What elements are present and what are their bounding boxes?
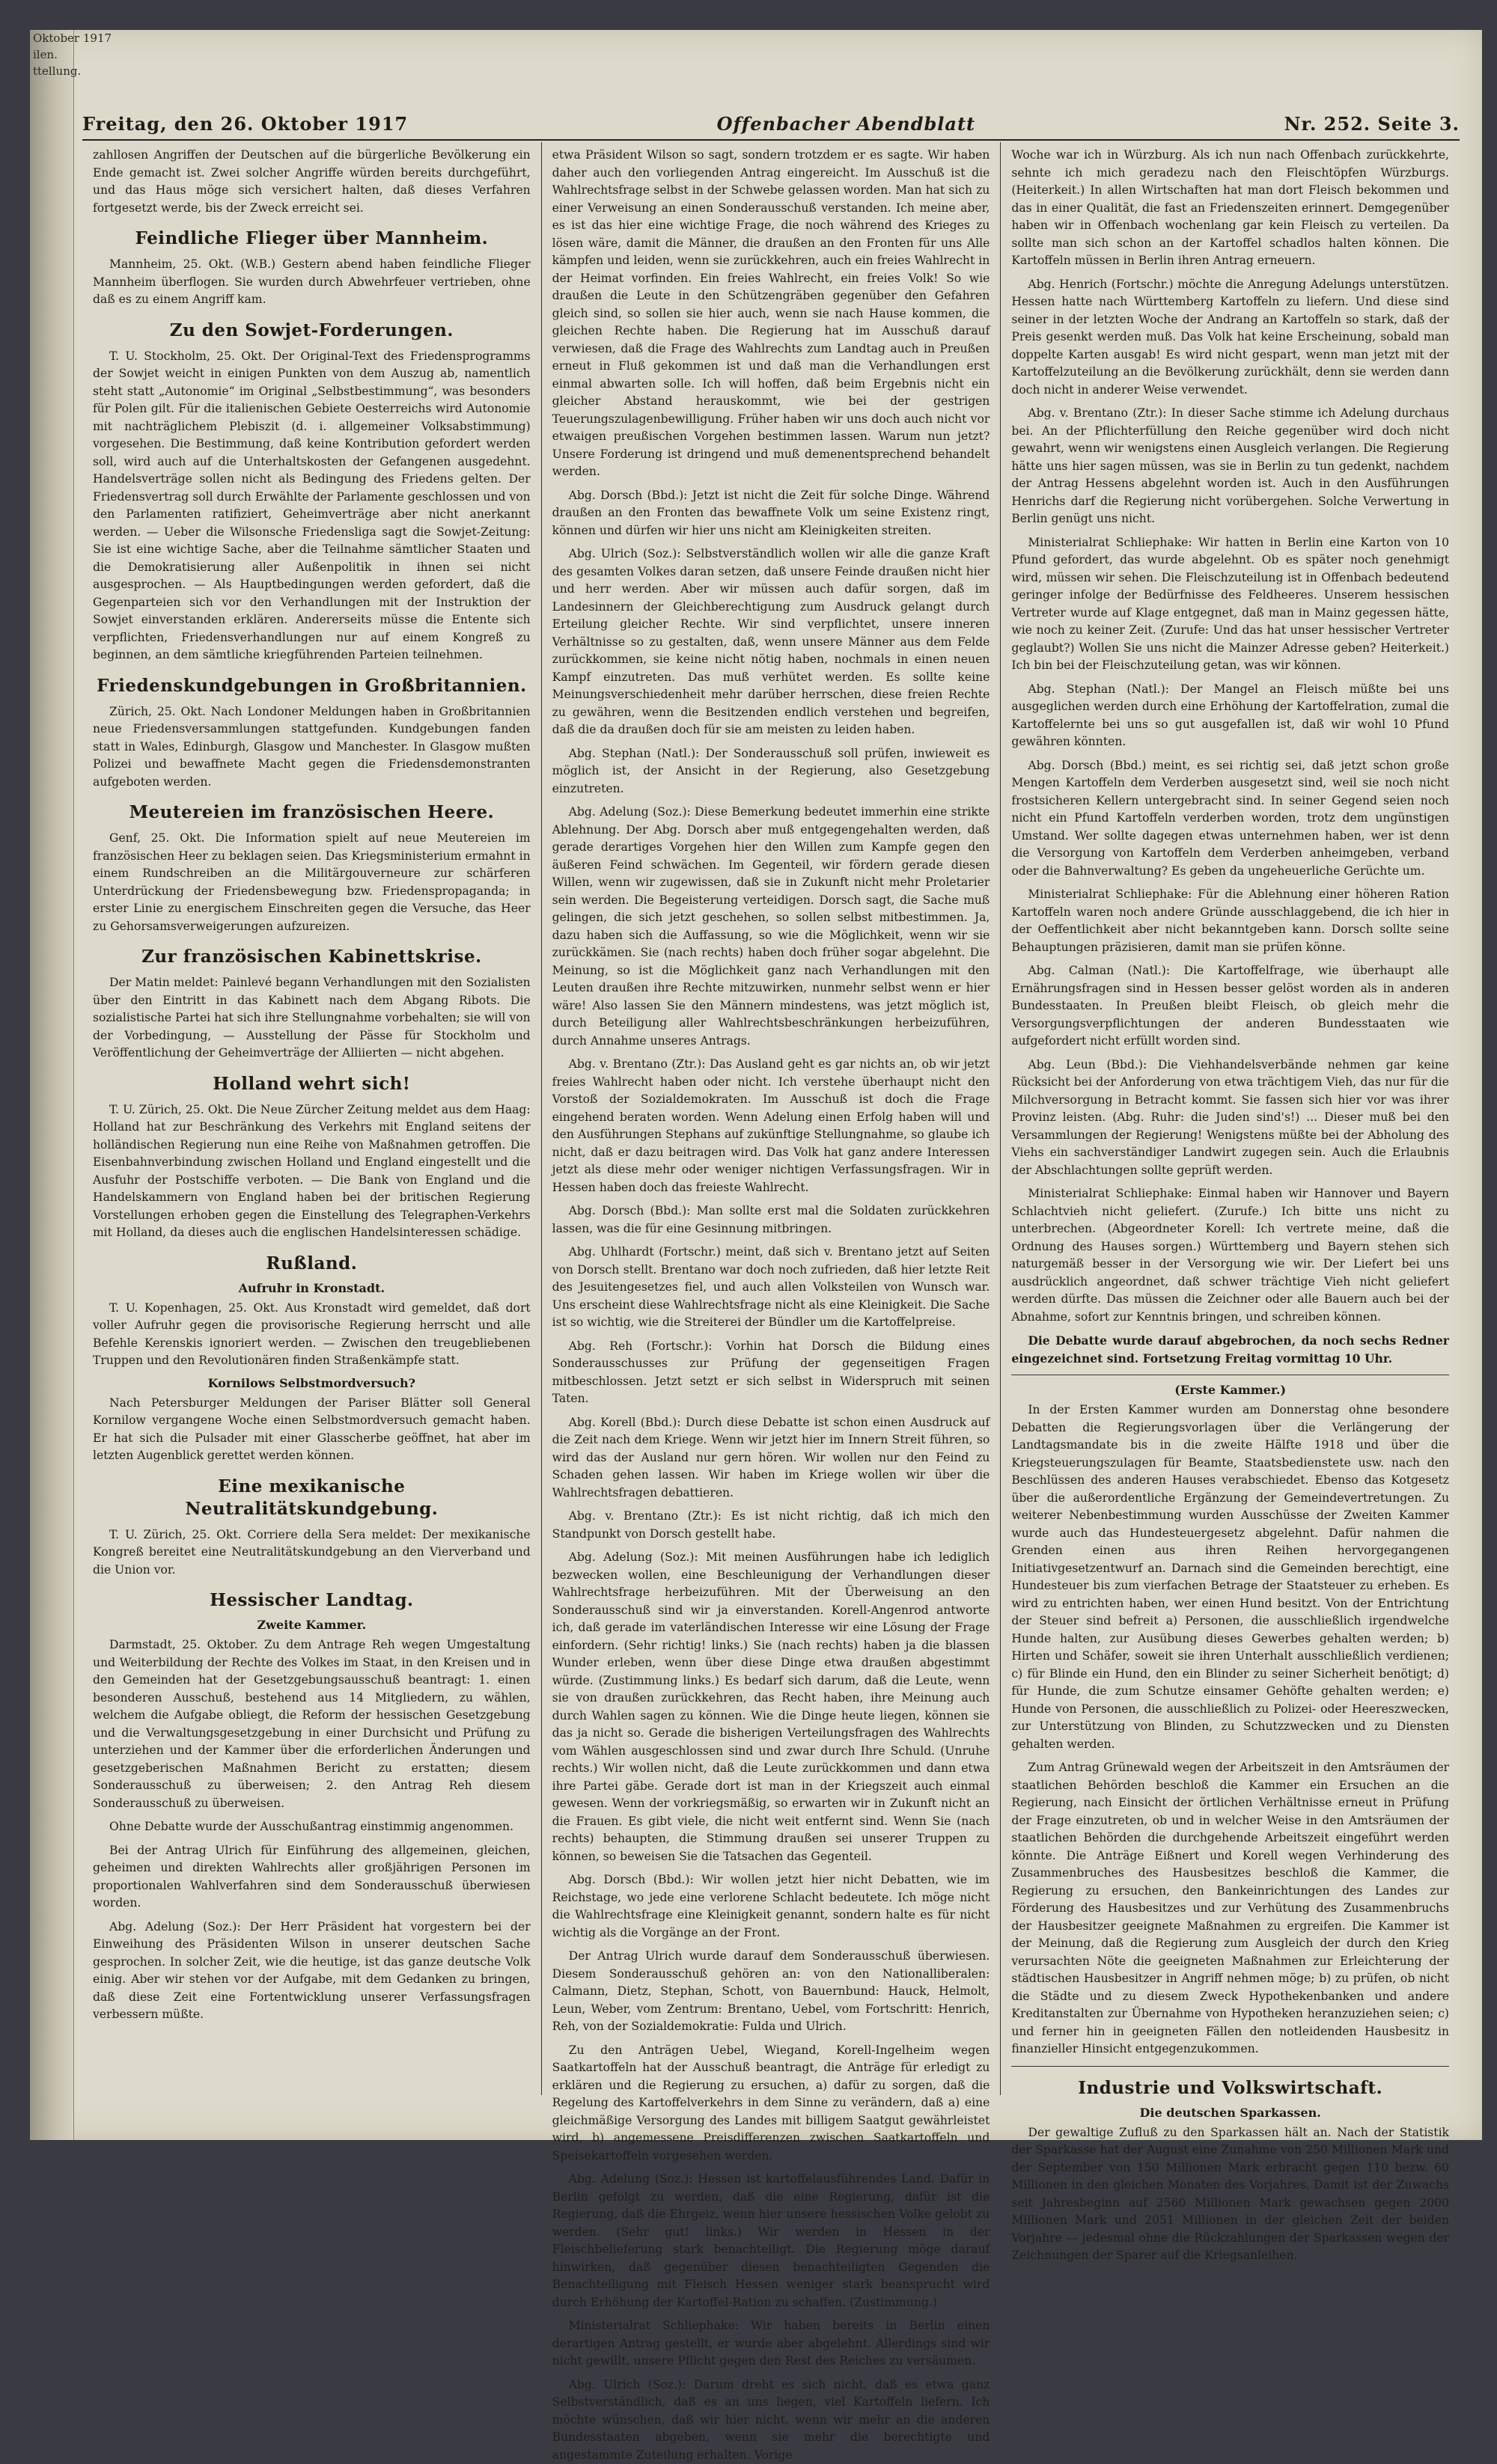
subheadline: (Erste Kammer.) [1011, 1383, 1449, 1397]
article-paragraph: Der Matin meldet: Painlevé begann Verhandlungen mit den Sozialisten über den Eintritt in das Kabinett nach dem Abgang Ribots. Die sozialistische Partei hat sich ihre Stellungnahme vorbehalten; sie will von der Vorbedingung, — Ausstellung der Pässe für Stockholm und Veröffentlichung der Geheimverträge der Alliierten — nicht abgehen. [93, 974, 531, 1063]
column-1 [82, 142, 542, 2095]
article-paragraph: Abg. Dorsch (Bbd.): Man sollte erst mal die Soldaten zurückkehren lassen, was die für eine Gesinnung mitbringen. [552, 1202, 990, 1238]
intro-paragraph: zahllosen Angriffen der Deutschen auf die bürgerliche Bevölkerung ein Ende gemacht ist. Zwei solcher Angriffe würden bereits durchgeführt, und das Haus möge sich versichert halten, daß dieses Verfahren fortgesetzt werde, bis der Zweck erreicht sei. [93, 147, 531, 217]
binding-strip [30, 30, 74, 2140]
column-2 [542, 142, 1001, 2095]
article-paragraph: Abg. v. Brentano (Ztr.): Das Ausland geht es gar nichts an, ob wir jetzt freies Wahlrecht haben oder nicht. Ich verstehe überhaupt nicht den Vorstoß der Sozialdemokraten. Im Ausschuß ist doch die Frage eingehend beraten worden. Wenn Adelung einen Erfolg haben will und den Ausführungen Stephans auf zukünftige Stellungnahme, so glaube ich nicht, daß er dazu beitragen wird. Das Volk hat ganz andere Interessen jetzt als diese mehr oder weniger nichtigen Verfassungsfragen. Wir in Hessen haben doch das freieste Wahlrecht. [552, 1056, 990, 1196]
article-paragraph: Zu den Anträgen Uebel, Wiegand, Korell-Ingelheim wegen Saatkartoffeln hat der Ausschuß beantragt, die Anträge für erledigt zu erklären und die Regierung zu ersuchen, a) dafür zu sorgen, daß die Regelung des Kartoffelverkehrs in dem Sinne zu verändern, daß a) eine gleichmäßige Versorgung des Landes mit billigem Saatgut gewährleistet wird, b) angemessene Preisdifferenzen zwischen Saatkartoffeln und Speisekartoffeln vorgesehen werden. [552, 2042, 990, 2165]
article-paragraph: Darmstadt, 25. Oktober. Zu dem Antrage Reh wegen Umgestaltung und Weiterbildung der Rechte des Volkes im Staat, in den Kreisen und in den Gemeinden hat der Gesetzgebungsausschuß beantragt: 1. einen besonderen Ausschuß, bestehend aus 14 Mitgliedern, zu wählen, welchem die Aufgabe obliegt, die Reform der hessischen Gesetzgebung und die Verwaltungsgesetzgebung in einer Durchsicht und Prüfung zu unterziehen und der Kammer über die erforderlichen Änderungen und gesetzgeberischen Maßnahmen Bericht zu erstatten; diesem Sonderausschuß zu überweisen; 2. den Antrag Reh diesem Sonderausschuß zu überweisen. [93, 1636, 531, 1812]
article-paragraph: T. U. Zürich, 25. Okt. Corriere della Sera meldet: Der mexikanische Kongreß bereitet eine Neutralitätskundgebung an den Vierverband und die Union vor. [93, 1526, 531, 1580]
article-paragraph: Abg. Ulrich (Soz.): Selbstverständlich wollen wir alle die ganze Kraft des gesamten Volkes daran setzen, daß unsere Feinde draußen nicht hier und herr werden. Aber wir müssen auch dafür sorgen, daß im Landesinnern der Gleichberechtigung zum Ausdruck gelangt durch Erteilung gleicher Rechte. Wir sind verpflichtet, unsere inneren Verhältnisse so zu gestalten, daß, wenn unsere Männer aus dem Felde zurückkommen, sie keine nicht nötig haben, nochmals in einen neuen Kampf einzutreten. Das muß verhütet werden. Es sollte keine Meinungsverschiedenheit mehr darüber herrschen, diese freien Rechte zu gewähren, wenn die Besitzenden endlich verstehen und begreifen, daß die da draußen doch für sie am meisten zu leiden haben. [552, 545, 990, 739]
headline: Industrie und Volkswirtschaft. [1011, 2077, 1449, 2100]
binding-line: ilen. [30, 46, 73, 63]
article-paragraph: Woche war ich in Würzburg. Als ich nun nach Offenbach zurückkehrte, sehnte ich mich geradezu nach den Fleischtöpfen Würzburgs. (Heiterkeit.) In allen Wirtschaften hat man dort Fleisch bekommen und das in einer Qualität, die fast an Friedenszeiten erinnert. Demgegenüber haben wir in Offenbach wochenlang gar kein Fleisch zu verteilen. Da sollte man sich schon an der Kartoffel schadlos halten können. Die Kartoffeln müssen in Berlin ihren Antrag erneuern. [1011, 147, 1449, 270]
subheadline: Kornilows Selbstmordversuch? [93, 1376, 531, 1390]
headline: Eine mexikanische Neutralitätskundgebung. [93, 1476, 531, 1520]
subheadline: Aufruhr in Kronstadt. [93, 1281, 531, 1295]
article-paragraph: T. U. Kopenhagen, 25. Okt. Aus Kronstadt wird gemeldet, daß dort voller Aufruhr gegen die provisorische Regierung herrscht und alle Befehle Kerenskis ignoriert werden. — Zwischen den treugebliebenen Truppen und den Revolutionären finden Straßenkämpfe statt. [93, 1300, 531, 1370]
article-paragraph: Der gewaltige Zufluß zu den Sparkassen hält an. Nach der Statistik der Sparkasse hat der August eine Zunahme von 250 Millionen Mark und der September von 150 Millionen Mark erbracht gegen 110 bezw. 60 Millionen in den gleichen Monaten des Vorjahres. Damit ist der Zuwachs seit Jahresbeginn auf 2560 Millionen Mark gewachsen gegen 2000 Millionen Mark und 2051 Millionen in der gleichen Zeit der beiden Vorjahre — jedesmal ohne die Rückzahlungen der Sparkassen wegen der Zeichnungen der Sparer auf die Kriegsanleihen. [1011, 2124, 1449, 2265]
article-paragraph: T. U. Stockholm, 25. Okt. Der Original-Text des Friedensprogramms der Sowjet weicht in einigen Punkten von dem Auszug ab, namentlich steht statt „Autonomie“ im Original „Selbstbestimmung“, was besonders für Polen gilt. Für die italienischen Gebiete Oesterreichs wird Autonomie mit nachträglichem Plebiszit (d. i. allgemeiner Volksabstimmung) vorgesehen. Die Bestimmung, daß keine Kontribution gefordert werden soll, wird auch auf die Unterhaltskosten der Gefangenen ausgedehnt. Handelsverträge sollen nicht als Bedingung des Friedens gelten. Der Friedensvertrag soll durch Erwählte der Parlamente geschlossen und von den Parlamenten ratifiziert, Geheimverträge aber nicht anerkannt werden. — Ueber die Wilsonsche Friedensliga sagt die Sowjet-Zeitung: Sie ist eine wichtige Sache, aber die Teilnahme sämtlicher Staaten und die Demokratisierung aller Außenpolitik in ihnen sei nicht ausgesprochen. — Als Hauptbedingungen werden gefordert, daß die Gegenparteien sich vor den Verhandlungen mit der Instruktion der Sowjet einverstanden erklären. Andererseits müsse die Entente sich verpflichten, Friedensverhandlungen nur auf einem Kongreß zu beginnen, an dem sämtliche kriegführenden Parteien teilnehmen. [93, 348, 531, 664]
columns [82, 142, 1460, 2095]
article-paragraph: Abg. Henrich (Fortschr.) möchte die Anregung Adelungs unterstützen. Hessen hatte nach Württemberg Kartoffeln zu liefern. Und diese sind seiner in der letzten Woche der Andrang an Kartoffeln so stark, daß der Preis gesenkt werden muß. Das Volk hat keine Erscheinung, sobald man doppelte Karten ausgab! Es wird nicht gespart, wenn man jetzt mit der Kartoffelzuteilung an die Bevölkerung zurückhält, denn sie werden dann doch nicht in anderer Weise verwendet. [1011, 276, 1449, 400]
headline: Rußland. [93, 1253, 531, 1275]
article-paragraph: Abg. Calman (Natl.): Die Kartoffelfrage, wie überhaupt alle Ernährungsfragen sind in Hessen besser gelöst worden als in anderen Bundesstaaten. In Preußen bleibt Fleisch, ob gleich mehr die Versorgungsverpflichtungen der anderen Bundesstaaten wie aufgefordert nicht erfüllt worden sind. [1011, 962, 1449, 1051]
article-paragraph: Abg. Leun (Bbd.): Die Viehhandelsverbände nehmen gar keine Rücksicht bei der Anforderung von etwa trächtigem Vieh, das nur für die Milchversorgung in Betracht kommt. Sie fassen sich hier vor was ihrer Provinz leisten. (Abg. Ruhr: die Juden sind's!) ... Dieser muß bei den Versammlungen der Regierung! Wenigstens müßte bei der Abholung des Viehs ein sachverständiger Landwirt zugegen sein. Auch die Erlaubnis der Abschlachtungen sollte geprüft werden. [1011, 1057, 1449, 1180]
binding-line: Oktober 1917 [30, 30, 73, 46]
article-paragraph: Abg. Adelung (Soz.): Der Herr Präsident hat vorgestern bei der Einweihung des Präsidenten Wilson in unserer deutschen Sache gesprochen. In solcher Zeit, wie die heutige, ist das ganze deutsche Volk einig. Aber wir stehen vor der Aufgabe, mit dem Gedanken zu bringen, daß diese Zeit eine Fortentwicklung unserer Verfassungsfragen verbessern müßte. [93, 1919, 531, 2024]
newspaper-page [30, 30, 1482, 2140]
subheadline: Die deutschen Sparkassen. [1011, 2106, 1449, 2120]
article-paragraph: Abg. Stephan (Natl.): Der Mangel an Fleisch müßte bei uns ausgeglichen werden durch eine Erhöhung der Kartoffelration, zumal die Kartoffelernte bei uns so gut ausgefallen ist, daß wir wohl 10 Pfund gewähren könnten. [1011, 681, 1449, 751]
masthead [82, 105, 1460, 141]
masthead-issue: Nr. 252. Seite 3. [1284, 113, 1460, 139]
article-paragraph: Zum Antrag Grünewald wegen der Arbeitszeit in den Amtsräumen der staatlichen Behörden beschloß die Kammer ein Ersuchen an die Regierung, nach Einsicht der örtlichen Verhältnisse erneut in Prüfung der Frage einzutreten, ob und in welcher Weise in den Amtsräumen der staatlichen Behörden die durchgehende Arbeitszeit eingeführt werden könnte. Die Anträge Eißnert und Korell wegen Verhinderung des Zusammenbruches des Hausbesitzes beschloß die Kammer, die Regierung zu ersuchen, den Bankeinrichtungen des Landes zur Förderung des Hausbesitzes und zur Verhütung des Zusammenbruchs der Hausbesitzer geeignete Maßnahmen zu ergreifen. Die Kammer ist der Meinung, daß die Regierung zum Ausgleich der durch den Krieg verursachten Nöte die geeigneten Maßnahmen zur Erleichterung der städtischen Hausbesitzer in Angriff nehmen möge; b) zu prüfen, ob nicht die Städte und zu diesem Zweck Hypothekenbanken und andere Kreditanstalten zur Übernahme von Hypotheken heranzuziehen seien; c) und ferner hin in geeigneten Fällen den notleidenden Hausbesitz in finanzieller Hinsicht entgegenzukommen. [1011, 1759, 1449, 2058]
headline: Hessischer Landtag. [93, 1589, 531, 1612]
column-3 [1001, 142, 1460, 2095]
article-paragraph: T. U. Zürich, 25. Okt. Die Neue Zürcher Zeitung meldet aus dem Haag: Holland hat zur Beschränkung des Verkehrs mit England seitens der holländischen Regierung nun eine Reihe von Maßnahmen getroffen. Die Eisenbahnverbindung zwischen Holland und England eingestellt und die Ausfuhr der Postschiffe verboten. — Die Bank von England und die Handelskammern von England haben bei der britischen Regierung Vorstellungen erhoben gegen die Einstellung des Telegraphen-Verkehrs mit Holland, da dieses auch die englischen Handelsinteressen schädige. [93, 1101, 531, 1242]
headline: Zu den Sowjet-Forderungen. [93, 320, 531, 342]
article-paragraph: Ohne Debatte wurde der Ausschußantrag einstimmig angenommen. [93, 1818, 531, 1836]
article-paragraph: Abg. Dorsch (Bbd.): Wir wollen jetzt hier nicht Debatten, wie im Reichstage, wo jede eine verlorene Schlacht bedeutete. Ich möge nicht die Wahlrechtsfrage eine Kleinigkeit genannt, sondern halte es für nicht wichtig als die Vorgänge an der Front. [552, 1871, 990, 1942]
article-paragraph: Abg. Adelung (Soz.): Hessen ist kartoffelausführendes Land. Dafür in Berlin gefolgt zu werden, daß die eine Regierung, dafür ist die Regierung, daß die Ehrgeiz, wenn hier unsere hessischen Volke gelobt zu werden. (Sehr gut! links.) Wir werden in Hessen in der Fleischbelieferung stark benachteiligt. Die Regierung möge darauf hinwirken, daß gegenüber diesen benachteiligten Gegenden die Benachteiligung mit Fleisch Hessen weniger stark beansprucht wird durch Erhöhung der Kartoffel-Ration zu schaffen. (Zustimmung.) [552, 2171, 990, 2311]
article-paragraph: Ministerialrat Schliephake: Einmal haben wir Hannover und Bayern Schlachtvieh nicht geliefert. (Zurufe.) Ich bitte uns nicht zu unterbrechen. (Abgeordneter Korell: Ich vertrete meine, daß die Ordnung des Hauses sorgen.) Württemberg und Bayern stehen sich naturgemäß besser in der Versorgung wie wir. Der Liefert bei uns ausdrücklich angeordnet, daß schwer trächtige Vieh nicht geliefert werden dürfte. Das müssen die Zeichner oder alle Bauern auch bei der Abnahme, sofort zur Kenntnis bringen, und schreiben können. [1011, 1185, 1449, 1326]
article-paragraph: Genf, 25. Okt. Die Information spielt auf neue Meutereien im französischen Heer zu beklagen seien. Das Kriegsministerium ermahnt in einem Rundschreiben an die Militärgouverneure zur schärferen Unterdrückung der Friedensbewegung bzw. Friedenspropaganda; in erster Linie zu energischem Einschreiten gegen die Versuche, das Heer zu Gehorsamsverweigerungen aufzureizen. [93, 830, 531, 935]
article-paragraph: Ministerialrat Schliephake: Wir haben bereits in Berlin einen derartigen Antrag gestellt, er wurde aber abgelehnt. Allerdings sind wir nicht gewillt, unsere Pflicht gegen den Rest des Reiches zu versäumen. [552, 2317, 990, 2370]
article-paragraph: Bei der Antrag Ulrich für Einführung des allgemeinen, gleichen, geheimen und direkten Wahlrechts aller großjährigen Personen im proportionalen Wahlverfahren sind dem Sonderausschuß überwiesen worden. [93, 1842, 531, 1913]
article-paragraph: etwa Präsident Wilson so sagt, sondern trotzdem er es sagte. Wir haben daher auch den vorliegenden Antrag eingereicht. Im Ausschuß ist die Wahlrechtsfrage selbst in der Schwebe gelassen worden. Man hat sich zu einer Verweisung an einen Sonderausschuß verstanden. Ich meine aber, es ist das hier eine wichtige Frage, die noch während des Krieges zu lösen wäre, damit die Männer, die draußen an den Fronten für uns Alle kämpfen und leiden, wenn sie zurückkehren, auch ein freies Wahlrecht in der Heimat vorfinden. Ein freies Wahlrecht, ein freies Volk! So wie draußen die Leute in den Schützengräben gegenüber den Gefahren gleich sind, so sollen sie hier auch, wenn sie nach Hause kommen, die gleichen Rechte haben. Die Regierung hat im Ausschuß darauf verwiesen, daß die Frage des Wahlrechts zum Landtag auch in Preußen erneut in Fluß gekommen ist und daß man die Verhandlungen erst einmal abwarten solle. Ich will hoffen, daß beim Ergebnis nicht ein gleicher Abstand herauskommt, wie bei der gestrigen Teuerungszulagenbewilligung. Früher haben wir uns doch auch nicht vor etwaigen preußischen Vorgehen bestimmen lassen. Warum nun jetzt? Unsere Forderung ist dringend und muß demenentsprechend behandelt werden. [552, 147, 990, 481]
article-paragraph: Abg. v. Brentano (Ztr.): Es ist nicht richtig, daß ich mich den Standpunkt von Dorsch gestellt habe. [552, 1508, 990, 1543]
article-paragraph: Ministerialrat Schliephake: Wir hatten in Berlin eine Karton von 10 Pfund gefordert, das wurde abgelehnt. Ob es später noch genehmigt wird, müssen wir sehen. Die Fleischzuteilung ist in Offenbach bedeutend geringer infolge der Bedürfnisse des Feldheeres. Unserem hessischen Vertreter wurde auf Klage entgegnet, daß man in Mainz gegessen hätte, wie noch zu keiner Zeit. (Zurufe: Und das hat unser hessischer Vertreter geglaubt?) Wollen Sie uns nicht die Mainzer Adresse geben? Heiterkeit.) Ich bin bei der Fleischzuteilung getan, was wir können. [1011, 534, 1449, 675]
subheadline: Zweite Kammer. [93, 1618, 531, 1632]
article-paragraph: Ministerialrat Schliephake: Für die Ablehnung einer höheren Ration Kartoffeln waren noch andere Gründe ausschlaggebend, die ich hier in der Oeffentlichkeit aber nicht bekanntgeben kann. Dorsch sollte seine Behauptungen präzisieren, damit man sie prüfen könne. [1011, 886, 1449, 956]
article-paragraph: Abg. Uhlhardt (Fortschr.) meint, daß sich v. Brentano jetzt auf Seiten von Dorsch stellt. Brentano war doch noch zufrieden, daß hier letzte Reit des Jesuitengesetzes fiel, und auch allen Volksteilen von Wunsch war. Uns erscheint diese Wahlrechtsfrage nicht als eine Kleinigkeit. Die Sache ist so wichtig, wie die Streiterei der Bündler um die Kartoffelpreise. [552, 1244, 990, 1332]
article-paragraph: Die Debatte wurde darauf abgebrochen, da noch sechs Redner eingezeichnet sind. Fortsetzung Freitag vormittag 10 Uhr. [1011, 1332, 1449, 1367]
headline: Friedenskundgebungen in Großbritannien. [93, 675, 531, 697]
headline: Feindliche Flieger über Mannheim. [93, 227, 531, 250]
binding-line: ttellung. [30, 63, 73, 79]
article-paragraph: Abg. Ulrich (Soz.): Darum dreht es sich nicht, daß es etwa ganz Selbstverständlich, daß es an uns liegen, viel Kartoffeln liefern. Ich möchte wünschen, daß wir hier nicht, wenn wir mehr an die anderen Bundesstaaten abgeben, wenn sie mehr die berechtigte und angestammte Zuteilung erhalten. Vorige [552, 2376, 990, 2464]
article-paragraph: Der Antrag Ulrich wurde darauf dem Sonderausschuß überwiesen. Diesem Sonderausschuß gehören an: von den Nationalliberalen: Calmann, Dietz, Stephan, Schott, von Bauernbund: Hauck, Helmolt, Leun, Weber, vom Zentrum: Brentano, Uebel, vom Fortschritt: Henrich, Reh, von der Sozialdemokratie: Fulda und Ulrich. [552, 1948, 990, 2036]
article-paragraph: In der Ersten Kammer wurden am Donnerstag ohne besondere Debatten die Regierungsvorlagen über die Verlängerung der Landtagsmandate bis in die zweite Hälfte 1918 und über die Kriegsteuerungszulagen für Beamte, Staatsbedienstete usw. nach den Beschlüssen des anderen Hauses verabschiedet. Ebenso das Kotgesetz über die außerordentliche Ergänzung der Gemeindevertretungen. Zu weiterer Nebenbestimmung wurden Ausschüsse der Zweiten Kammer wurde auch das Hundesteuergesetz abgelehnt. Dafür nahmen die Grenden einen aus ihren Reihen hervorgegangenen Initiativgesetzentwurf an. Darnach sind die Gemeinden berechtigt, eine Hundesteuer bis zum vierfachen Betrage der Staatsteuer zu erheben. Es wird zu entrichten haben, wer einen Hund besitzt. Von der Entrichtung der Steuer sind befreit a) Personen, die ausschließlich irgendwelche Hunde halten, zur Ausübung dieses Gewerbes gehalten werden; b) Hirten und Schäfer, soweit sie ihren Unterhalt ausschließlich verdienen; c) für Blinde ein Hund, den ein Blinder zu seiner Sicherheit benötigt; d) für Hunde, die zum Schutze einsamer Gehöfte gehalten werden; e) Hunde von Personen, die ausschließlich zu Polizei- oder Heereszwecken, zur Unterstützung von Blinden, zu Schutzzwecken und zu Diensten gehalten werden. [1011, 1401, 1449, 1753]
masthead-paper-name: Offenbacher Abendblatt [717, 113, 975, 139]
article-paragraph: Abg. v. Brentano (Ztr.): In dieser Sache stimme ich Adelung durchaus bei. An der Pflichterfüllung den Reiche gegenüber wird doch nicht gewahrt, wenn wir wenigstens einen Ausgleich verlangen. Die Regierung hätte uns hier sagen müssen, was sie in Berlin zu tun gedenkt, nachdem der Antrag Hessens abgelehnt worden ist. Auch in den Ausführungen Henrichs darf die Regierung nicht vorübergehen. Solche Verwertung in Berlin genügt uns nicht. [1011, 405, 1449, 528]
article-paragraph: Abg. Korell (Bbd.): Durch diese Debatte ist schon einen Ausdruck auf die Zeit nach dem Kriege. Wenn wir jetzt hier im Innern Streit führen, so wird das der Ausland nur gern hören. Wir wollen nur den Feind zu Schaden gehen lassen. Wir haben im Kriege wollen wir über die Wahlrechtsfragen debattieren. [552, 1414, 990, 1502]
headline: Meutereien im französischen Heere. [93, 801, 531, 824]
article-paragraph: Abg. Adelung (Soz.): Diese Bemerkung bedeutet immerhin eine strikte Ablehnung. Der Abg. Dorsch aber muß entgegengehalten werden, daß gerade derartiges Vorgehen hier den Willen zum Kampfe gegen den äußeren Feind schwächen. Im Gegenteil, wir fördern gerade diesen Willen, wenn wir zugewissen, daß sie in Zukunft nicht mehr Proletarier sein werden. Die Begeisterung verteidigen. Dorsch sagt, die Sache muß gelingen, die sich jetzt geschehen, so sollen selbst mitbestimmen. Ja, dazu haben sich die Auffassung, so wie die Möglichkeit, wenn wir sie zurückkämen. Sie (nach rechts) haben doch früher sogar abgelehnt. Die Meinung, so ist die Möglichkeit ganz nach Verhandlungen mit den Leuten draußen ihre Rechte mitzuwirken, nunmehr selbst wenn er hier wäre! Also lassen Sie den Männern mindestens, was jetzt möglich ist, durch Beteiligung aller Wahlrechtsbeschränkungen herbeizuführen, durch Annahme unseres Antrags. [552, 804, 990, 1050]
headline: Zur französischen Kabinettskrise. [93, 946, 531, 968]
article-paragraph: Abg. Adelung (Soz.): Mit meinen Ausführungen habe ich lediglich bezwecken wollen, eine Beschleunigung der Verhandlungen dieser Wahlrechtsfrage herbeizuführen. Mit der Überweisung an den Sonderausschuß sind wir ja einverstanden. Korell-Angenrod antworte ich, daß gerade im vaterländischen Interesse wir eine Lösung der Frage einfordern. (Sehr richtig! links.) Sie (nach rechts) haben ja die blassen Wunder erleben, wenn über diese Dinge etwa draußen abgestimmt würde. (Zustimmung links.) Es bedarf sich darum, daß die Leute, wenn sie von draußen zurückkehren, das Recht haben, ihre Meinung auch durch Wahlen sagen zu können. Wie die Dinge heute liegen, können sie das ja nicht so. Gerade die bisherigen Verteilungsfragen des Wahlrechts vom Wählen ausgeschlossen sind und zwar durch Ihre Schuld. (Unruhe rechts.) Wir wollen nicht, daß die Leute zurückkommen und dann etwa ihre Partei gäbe. Gerade dort ist man in der Kriegszeit auch einmal gewesen. Wenn der vorkriegsmäßig, so erwarten wir in Zukunft nicht an die Frauen. Es gibt viele, die nicht weit entfernt sind. Wenn Sie (nach rechts) behaupten, die Stimmung draußen sei unserer Truppen zu können, so beweisen Sie die Tatsachen das Gegenteil. [552, 1549, 990, 1865]
article-paragraph: Abg. Dorsch (Bbd.): Jetzt ist nicht die Zeit für solche Dinge. Während draußen an den Fronten das bewaffnete Volk um seine Existenz ringt, können und dürfen wir hier uns nicht am Kleinigkeiten streiten. [552, 487, 990, 540]
article-paragraph: Mannheim, 25. Okt. (W.B.) Gestern abend haben feindliche Flieger Mannheim überflogen. Sie wurden durch Abwehrfeuer vertrieben, ohne daß es zu einem Angriff kam. [93, 256, 531, 309]
masthead-date: Freitag, den 26. Oktober 1917 [82, 113, 408, 139]
article-paragraph: Abg. Reh (Fortschr.): Vorhin hat Dorsch die Bildung eines Sonderausschusses zur Prüfung der gegenseitigen Fragen mitbeschlossen. Jetzt setzt er sich selbst in Widerspruch mit seinen Taten. [552, 1338, 990, 1408]
article-paragraph: Zürich, 25. Okt. Nach Londoner Meldungen haben in Großbritannien neue Friedensversammlungen stattgefunden. Kundgebungen fanden statt in Wales, Edinburgh, Glasgow und Manchester. In Glasgow mußten Polizei und bewaffnete Macht gegen die Friedensdemonstranten aufgeboten werden. [93, 703, 531, 792]
article-paragraph: Abg. Dorsch (Bbd.) meint, es sei richtig sei, daß jetzt schon große Mengen Kartoffeln dem Verderben ausgesetzt sind, weil sie noch nicht frostsicheren Kellern untergebracht sind. In seiner Gegend seien noch nicht ein Pfund Kartoffeln verderben worden, trotz dem ungünstigen Umstand. Wer sollte dagegen etwas unternehmen haben, wer ist denn die Versorgung von Kartoffeln dem Verderben anheimgeben, verband oder die Bahnverwaltung? Es geben da ungeheuerliche Gerüchte um. [1011, 757, 1449, 881]
headline: Holland wehrt sich! [93, 1073, 531, 1095]
article-paragraph: Abg. Stephan (Natl.): Der Sonderausschuß soll prüfen, inwieweit es möglich ist, der Ansicht in der Regierung, also Gesetzgebung einzutreten. [552, 745, 990, 798]
article-paragraph: Nach Petersburger Meldungen der Pariser Blätter soll General Kornilow vergangene Woche einen Selbstmordversuch gemacht haben. Er hat sich die Pulsader mit einer Glasscherbe geöffnet, hat aber im letzten Augenblick gerettet werden können. [93, 1395, 531, 1465]
section-divider [1011, 2066, 1449, 2067]
